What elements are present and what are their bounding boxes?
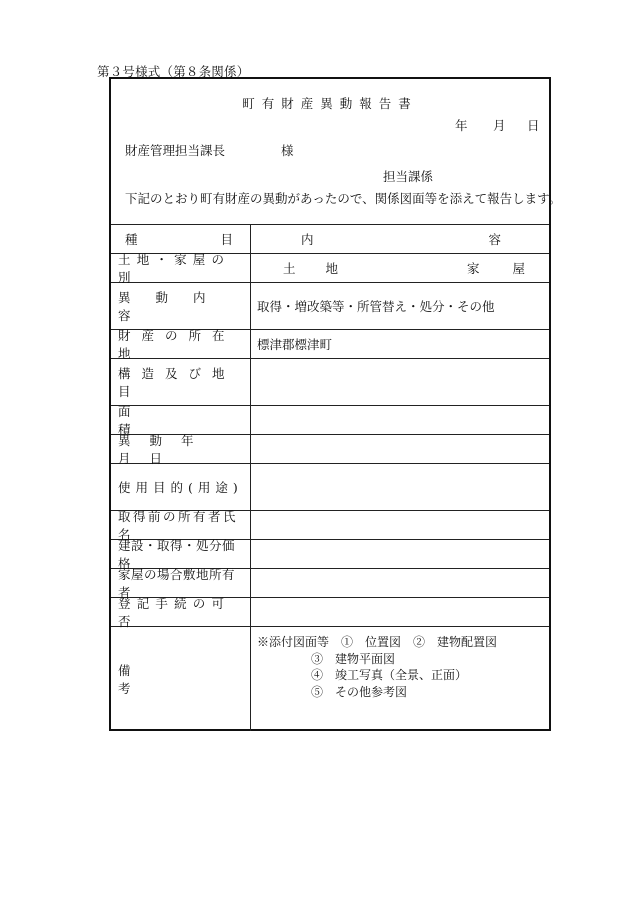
location-value: 標津郡標津町 [257, 336, 333, 352]
attachment-line: ④ 竣工写真（全景、正面） [311, 668, 468, 682]
row-label-purpose [118, 463, 243, 510]
row-label-registration [118, 595, 243, 629]
report-form [109, 77, 562, 731]
row-label-text: 財産の所在地 [118, 327, 236, 361]
addressee: 財産管理担当課長 [125, 143, 226, 158]
row-label-text: 面積 [118, 403, 229, 437]
land-char-2: 地 [325, 260, 338, 276]
row-label-text: 土地・家屋の別 [118, 251, 231, 285]
report-statement: 下記のとおり町有財産の異動があったので、関係図面等を添えて報告します。 [125, 191, 562, 206]
form-title: 町有財産異動報告書 [242, 96, 418, 111]
date-year: 年 [455, 118, 468, 133]
staff-line: 担当課係 [383, 169, 434, 184]
row-label-text: 構造及び地目 [118, 365, 236, 399]
form-code: 第３号様式（第８条関係） [97, 64, 250, 79]
attachment-line: ③ 建物平面図 [311, 651, 396, 666]
header-content-char-1: 内 [301, 231, 314, 247]
row-label-text: 取得前の所有者氏名 [118, 508, 239, 542]
row-label-text: 建設・取得・処分価格 [118, 537, 236, 571]
row-label-text: 異動内容 [118, 289, 231, 323]
building-char-1: 家 [467, 260, 480, 276]
row-label-land-building [118, 251, 243, 285]
land-value [283, 253, 338, 282]
date-month: 月 [493, 118, 506, 133]
land-char-1: 土 [283, 260, 296, 276]
change-content-value: 取得・増改築等・所管替え・処分・その他 [257, 298, 495, 314]
header-kind-char: 種 [125, 231, 138, 247]
row-label-text: 登記手続の可否 [118, 595, 231, 629]
row-label-change-date [118, 432, 243, 466]
row-label-location [118, 327, 243, 361]
row-label-structure [118, 358, 243, 405]
header-content-char-2: 容 [488, 231, 501, 247]
row-label-remarks [118, 626, 243, 731]
building-char-2: 屋 [512, 260, 525, 276]
date-day: 日 [527, 118, 540, 133]
header-item-char: 目 [220, 231, 233, 247]
attachment-notes [257, 634, 497, 700]
row-label-text: 備考 [118, 662, 229, 696]
attachment-line: ⑤ その他参考図 [311, 684, 408, 699]
row-label-text: 異動年月日 [118, 432, 213, 466]
attachment-line: ※添付図面等 ① 位置図 ② 建物配置図 [257, 635, 498, 649]
row-label-text: 使用目的(用途) [118, 479, 243, 495]
row-label-change-content [118, 282, 243, 329]
row-label-text: 家屋の場合敷地所有者 [118, 566, 236, 600]
building-value [467, 253, 525, 282]
honorific: 様 [281, 143, 294, 158]
column-divider [250, 224, 251, 731]
header-right [301, 224, 501, 253]
